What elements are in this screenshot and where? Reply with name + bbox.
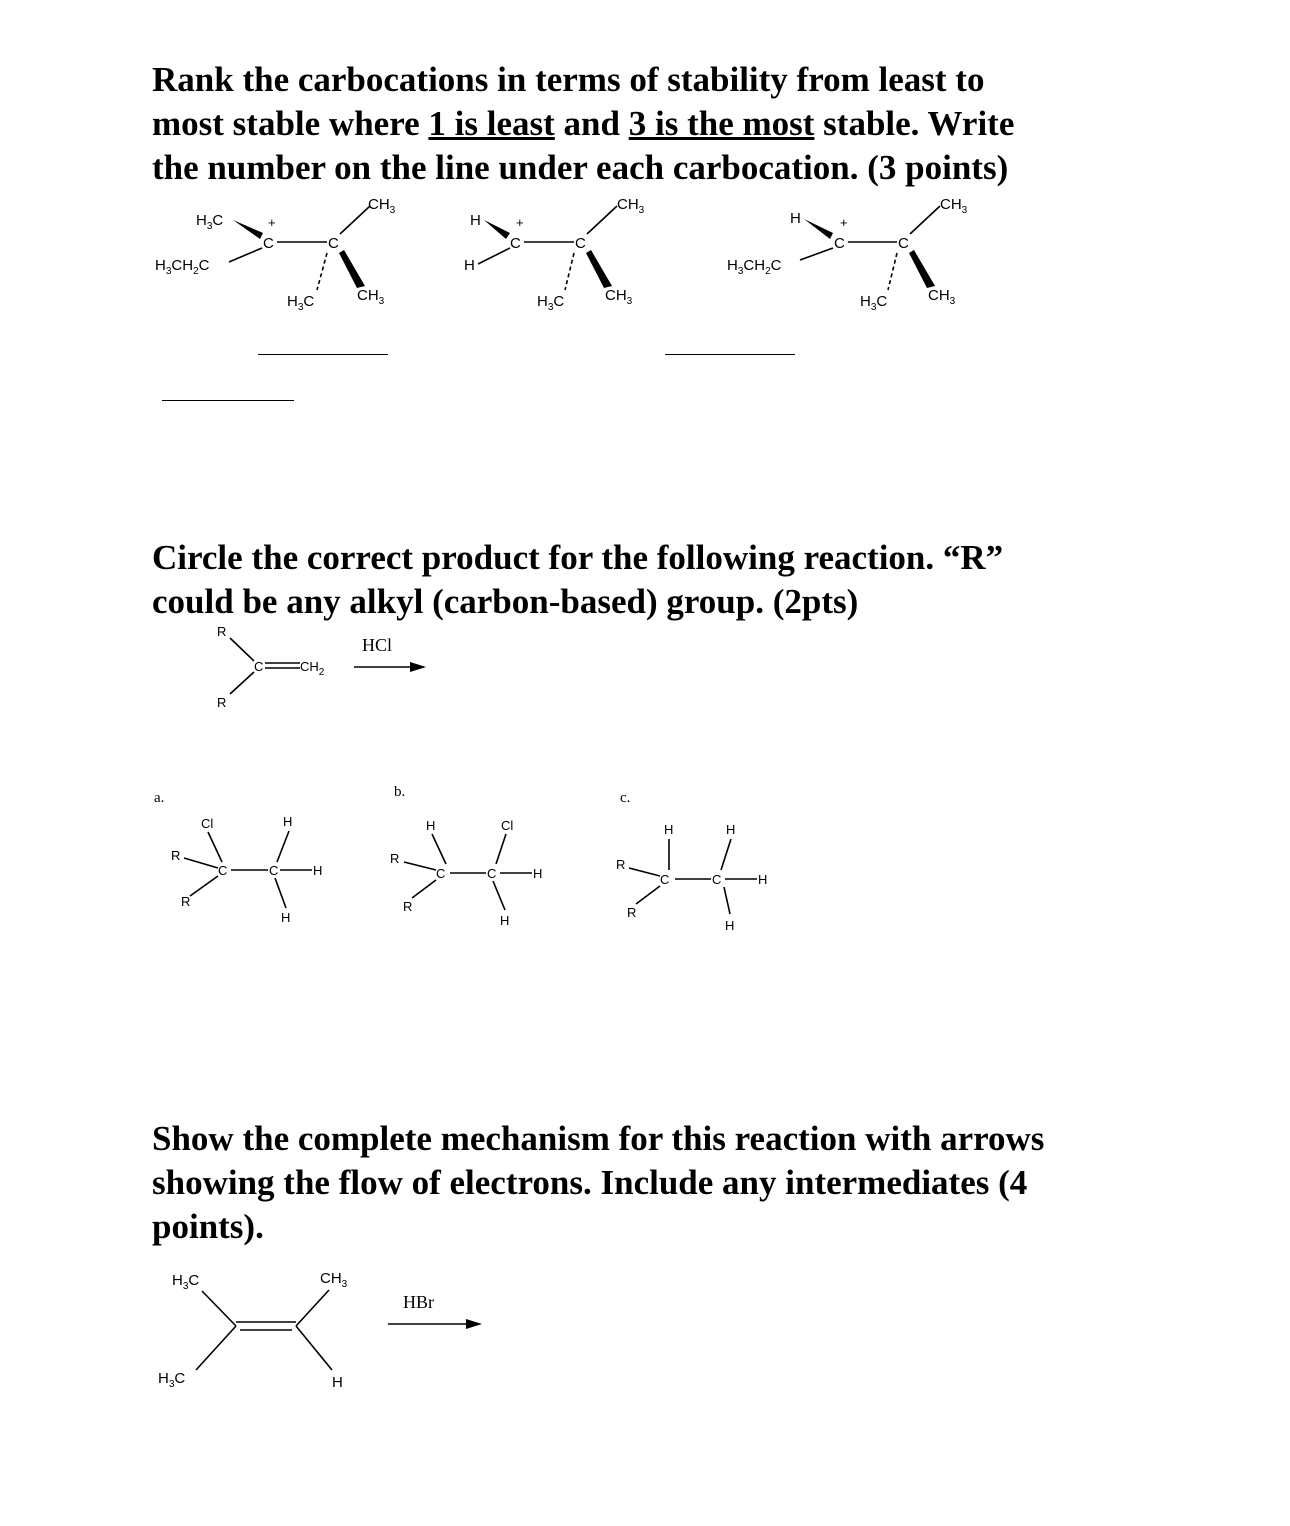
choice-b-structure[interactable] — [390, 818, 542, 928]
svg-text:H3C: $H_3C$ — [860, 293, 888, 313]
svg-text:C: C — [898, 235, 909, 252]
choice-a-label[interactable]: a. — [154, 790, 165, 806]
svg-text:+: + — [268, 215, 276, 230]
q3-line-3: points). — [152, 1207, 264, 1246]
svg-text:+: + — [840, 215, 848, 230]
svg-text:H3CH2C: $H_3CH_2C$ — [155, 257, 210, 277]
svg-text:C: C — [328, 235, 339, 252]
svg-text:H: H — [283, 814, 293, 829]
q2-reagent-hcl: HCl — [362, 635, 393, 655]
svg-text:C: C — [263, 235, 274, 252]
q3-line-1: Show the complete mechanism for this reaction with arrows — [152, 1119, 1045, 1158]
q1-line-2b: and — [554, 104, 629, 143]
svg-text:Cl: Cl — [501, 818, 514, 833]
svg-text:C: C — [510, 235, 521, 252]
svg-text:R: R — [390, 851, 400, 866]
q3-reactant-alkene — [158, 1270, 348, 1391]
svg-text:H3CH2C: $H_3CH_2C$ — [727, 257, 782, 277]
q1-line-3: the number on the line under each carbocation. (3 points) — [152, 148, 1009, 187]
svg-text:H: H — [725, 918, 735, 933]
q2-line-1: Circle the correct product for the following reaction. “R” — [152, 538, 1004, 577]
q3-reagent-hbr: HBr — [403, 1292, 434, 1312]
q2-line-2: could be any alkyl (carbon-based) group. (2pts) — [152, 582, 859, 621]
svg-text:C: C — [269, 863, 279, 878]
svg-text:H: H — [426, 818, 436, 833]
q1-line-2a: most stable where — [152, 104, 429, 143]
svg-text:C: C — [575, 235, 586, 252]
carbocation-1[interactable] — [155, 196, 396, 313]
svg-text:H: H — [500, 913, 510, 928]
svg-text:CH3: $CH_3$ — [368, 196, 396, 216]
q1-line-2c: stable. Write — [814, 104, 1015, 143]
svg-text:R: R — [616, 857, 626, 872]
svg-text:H: H — [664, 822, 674, 837]
svg-text:R: R — [181, 894, 191, 909]
svg-text:C: C — [218, 863, 228, 878]
svg-text:H: H — [470, 212, 481, 229]
svg-text:R: R — [217, 624, 227, 639]
choice-c-label[interactable]: c. — [620, 790, 631, 806]
svg-text:C: C — [712, 872, 722, 887]
svg-text:H: H — [281, 910, 291, 925]
svg-text:R: R — [217, 695, 227, 710]
svg-text:CH2: $CH_2$ — [300, 659, 325, 678]
q1-line-1: Rank the carbocations in terms of stability from least to — [152, 60, 985, 99]
choice-a-structure[interactable] — [171, 814, 322, 925]
svg-text:C: C — [660, 872, 670, 887]
carbocation-2[interactable] — [464, 196, 645, 313]
svg-text:CH3: $CH_3$ — [928, 287, 956, 307]
svg-text:C: C — [436, 866, 446, 881]
carbocation-3[interactable] — [727, 196, 968, 313]
q3-line-2: showing the flow of electrons. Include any intermediates (4 — [152, 1163, 1028, 1202]
svg-text:CH3: $CH_3$ — [357, 287, 385, 307]
svg-text:H3C: $H_3C$ — [158, 1370, 186, 1390]
svg-text:R: R — [403, 899, 413, 914]
svg-text:R: R — [171, 848, 181, 863]
choice-b-label[interactable]: b. — [394, 784, 406, 800]
svg-text:H: H — [332, 1374, 343, 1391]
svg-text:CH3: $CH_3$ — [617, 196, 645, 216]
svg-text:H: H — [726, 822, 736, 837]
svg-text:R: R — [627, 905, 637, 920]
svg-text:H: H — [790, 210, 801, 227]
svg-text:C: C — [834, 235, 845, 252]
svg-text:H: H — [464, 257, 475, 274]
svg-text:Cl: Cl — [201, 816, 214, 831]
svg-text:H: H — [313, 863, 323, 878]
svg-text:H: H — [533, 866, 543, 881]
svg-text:H3C: $H_3C$ — [196, 212, 224, 232]
svg-text:+: + — [516, 215, 524, 230]
q2-reaction-arrowhead — [410, 662, 426, 672]
q1-least-underlined: 1 is least — [428, 104, 555, 143]
choice-c-structure[interactable] — [616, 822, 767, 933]
svg-text:H3C: $H_3C$ — [172, 1272, 200, 1292]
svg-text:CH3: $CH_3$ — [605, 287, 633, 307]
q2-reactant-alkene — [217, 624, 325, 710]
svg-text:CH3: $CH_3$ — [940, 196, 968, 216]
q1-most-underlined: 3 is the most — [628, 104, 815, 143]
svg-text:H3C: $H_3C$ — [537, 293, 565, 313]
svg-text:H: H — [758, 872, 768, 887]
svg-text:C: C — [487, 866, 497, 881]
svg-text:C: C — [254, 659, 264, 674]
svg-text:CH3: $CH_3$ — [320, 1270, 348, 1290]
svg-text:H3C: $H_3C$ — [287, 293, 315, 313]
q3-reaction-arrowhead — [466, 1319, 482, 1329]
